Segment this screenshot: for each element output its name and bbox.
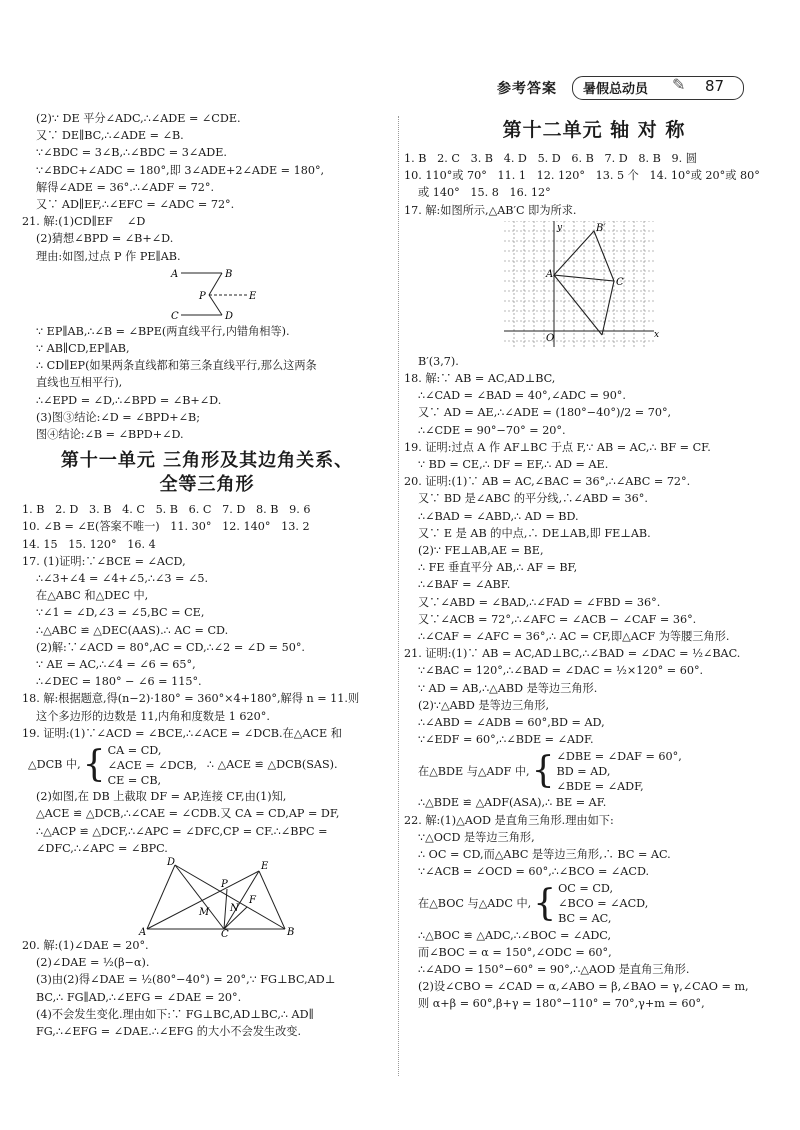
brace-item: CE = CB, (107, 773, 162, 787)
text-line: 又∵ AD∥EF,∴∠EFC = ∠ADC = 72°. (36, 198, 235, 212)
text-line: BC,∴ FG∥AD,∴∠EFG = ∠DAE = 20°. (36, 990, 242, 1004)
text-line: ∵ AD = AB,∴△ABD 是等边三角形. (418, 681, 598, 695)
text-line: ∴△BOC ≌ △ADC,∴∠BOC = ∠ADC, (418, 928, 612, 942)
text-line: ∵ AB∥CD,EP∥AB, (36, 342, 130, 356)
text-line: 1. B 2. D 3. B 4. C 5. B 6. C 7. D 8. B 9. 6 (22, 503, 311, 517)
text-line: 这个多边形的边数是 11,内角和度数是 1 620°. (36, 709, 270, 723)
brace-19 (28, 742, 392, 788)
text-line: 又∵∠ACB = 72°,∴∠AFC = ∠ACB − ∠CAF = 36°. (418, 612, 697, 626)
page-number: 87 (705, 77, 725, 95)
text-line: 21. 证明:(1)∵ AB = AC,AD⊥BC,∴∠BAD = ∠DAC = ½∠BAC. (404, 647, 741, 661)
text-line: 又∵ E 是 AB 的中点,∴ DE⊥AB,即 FE⊥AB. (418, 526, 651, 540)
brace-item: BD = AD, (556, 764, 611, 778)
pen-icon: ✎ (672, 75, 686, 94)
brace-item: ∠BCO = ∠ACD, (558, 897, 649, 910)
text-line: ∴∠CAD = ∠BAD = 40°,∠ADC = 90°. (418, 389, 626, 403)
text-line: 22. 解:(1)△AOD 是直角三角形.理由如下: (404, 813, 614, 827)
brace-21 (418, 748, 784, 794)
text-line: 1. B 2. C 3. B 4. D 5. D 6. B 7. D 8. B 9. 圆 (404, 152, 697, 165)
text-line: (2)猜想∠BPD = ∠B+∠D. (36, 232, 174, 246)
text-line: ∵ AE = AC,∴∠4 = ∠6 = 65°, (36, 658, 196, 672)
text-line: B′(3,7). (418, 354, 459, 368)
grid-label: x (654, 329, 660, 340)
text-line: 解得∠ADE = 36°.∴∠ADF = 72°. (36, 180, 215, 194)
brace-icon: { (533, 882, 557, 924)
text-line: 10. ∠B = ∠E(答案不唯一) 11. 30° 12. 140° 13. 2 (22, 520, 310, 534)
text-line: (2)如图,在 DB 上截取 DF = AP,连接 CF,由(1)知, (36, 790, 287, 804)
text-line: ∵∠BDC = 3∠B,∴∠BDC = 3∠ADE. (36, 146, 227, 160)
text-line: ∴ CD∥EP(如果两条直线都和第三条直线平行,那么这两条 (36, 359, 317, 373)
fig1-label: A (171, 268, 179, 280)
right-block-b (404, 353, 784, 749)
text-line: (3)图③结论:∠D = ∠BPD+∠B; (36, 410, 201, 424)
brace-21-items (557, 749, 682, 794)
text-line: 19. 证明:过点 A 作 AF⊥BC 于点 F,∵ AB = AC,∴ BF = CF. (404, 440, 711, 454)
text-line: ∵ BD = CE,∴ DF = EF,∴ AD = AE. (418, 458, 609, 472)
text-line: 又∵∠ABD = ∠BAD,∴∠FAD = ∠FBD = 36°. (418, 595, 661, 609)
text-line: ∵∠BAC = 120°,∴∠BAD = ∠DAC = ½×120° = 60°. (418, 664, 704, 678)
fig2-label: F (249, 894, 256, 906)
text-line: 18. 解:∵ AB = AC,AD⊥BC, (404, 372, 556, 386)
text-line: 又∵ DE∥BC,∴∠ADE = ∠B. (36, 129, 184, 143)
brace-item: OC = CD, (558, 882, 614, 895)
text-line: ∴∠CAF = ∠AFC = 36°,∴ AC = CF,即△ACF 为等腰三角形. (418, 630, 730, 644)
fig2-label: N (230, 902, 239, 914)
fig1-label: P (199, 290, 206, 302)
fig1-label: D (225, 310, 234, 322)
fig2-label: C (221, 928, 229, 937)
fig1-label: E (249, 290, 257, 302)
brace-icon: { (82, 744, 106, 786)
text-line: ∴∠BAD = ∠ABD,∴ AD = BD. (418, 509, 579, 523)
text-line: 17. (1)证明:∵∠BCE = ∠ACD, (22, 554, 186, 568)
text-line: 又∵ AD = AE,∴∠ADE = (180°−40°)/2 = 70°, (418, 406, 672, 420)
right-block-c (404, 794, 784, 880)
figure-triangles (137, 857, 307, 937)
brace-19-items (108, 743, 197, 788)
grid-label: y (557, 222, 563, 233)
page-header (0, 72, 800, 106)
brace-19-post: ∴ △ACE ≌ △DCB(SAS). (206, 758, 338, 772)
text-line: ∴∠CDE = 90°−70° = 20°. (418, 423, 566, 437)
column-divider (398, 116, 399, 1076)
figure-parallel-lines (167, 265, 367, 323)
text-line: (2)∵ DE 平分∠ADC,∴∠ADE = ∠CDE. (36, 112, 241, 125)
brace-22-items (558, 881, 648, 926)
right-block-d (404, 927, 784, 1013)
text-line: (2)解:∵∠ACD = 80°,AC = CD,∴∠2 = ∠D = 50°. (36, 640, 305, 654)
unit12-title: 第十二单元 轴 对 称 (502, 119, 686, 141)
brace-21-pre: 在△BDE 与△ADF 中, (418, 764, 530, 778)
text-line: ∴ OC = CD,而△ABC 是等边三角形,∴ BC = AC. (418, 848, 671, 862)
figure-coordinate-grid (504, 221, 664, 353)
text-line: ∴∠ABD = ∠ADB = 60°,BD = AD, (418, 716, 605, 730)
text-line: 直线也互相平行), (36, 376, 123, 390)
text-line: 21. 解:(1)CD∥EF ∠D (22, 215, 146, 229)
text-line: ∠DFC,∴∠APC = ∠BPC. (36, 841, 168, 855)
unit11-title-line2: 全等三角形 (159, 474, 255, 496)
text-line: ∵ EP∥AB,∴∠B = ∠BPE(两直线平行,内错角相等). (36, 324, 290, 338)
brace-item: CA = CD, (107, 743, 162, 757)
text-line: 或 140° 15. 8 16. 12° (418, 186, 551, 200)
header-brand: 暑假总动员 (583, 82, 649, 97)
left-block-d (22, 788, 392, 857)
brace-item: ∠BDE = ∠ADF, (556, 779, 644, 793)
fig2-label: P (221, 878, 228, 890)
text-line: 20. 解:(1)∠DAE = 20°. (22, 938, 149, 952)
text-line: 18. 解:根据题意,得(n−2)·180° = 360°×4+180°,解得 n = 11.则 (22, 692, 360, 706)
grid-label: B′ (596, 222, 606, 234)
left-block-a (22, 110, 392, 265)
text-line: (2)∠DAE = ½(β−α). (36, 956, 150, 970)
fig2-label: D (167, 856, 176, 868)
text-line: (2)设∠CBO = ∠CAD = α,∠ABO = β,∠BAO = γ,∠CAO = m, (418, 980, 749, 994)
fig1-label: C (171, 310, 179, 322)
text-line: ∴△ABC ≌ △DEC(AAS).∴ AC = CD. (36, 623, 229, 637)
text-line: (2)∵ FE⊥AB,AE = BE, (418, 544, 544, 558)
unit11-title-line1: 第十一单元 三角形及其边角关系、 (60, 450, 354, 472)
grid-label: O (546, 332, 555, 344)
text-line: 在△ABC 和△DEC 中, (36, 589, 149, 603)
text-line: ∴∠ADO = 150°−60° = 90°,∴△AOD 是直角三角形. (418, 962, 690, 976)
text-line: 图④结论:∠B = ∠BPD+∠D. (36, 428, 184, 442)
text-line: 17. 解:如图所示,△AB′C 即为所求. (404, 203, 577, 217)
grid-label: A (546, 268, 554, 280)
brace-item: ∠ACE = ∠DCB, (107, 758, 197, 772)
left-block-c (22, 501, 392, 742)
fig2-label: B (287, 926, 295, 937)
brace-item: ∠DBE = ∠DAF = 60°, (556, 749, 682, 763)
fig2-label: E (261, 860, 269, 872)
left-block-b (22, 323, 392, 443)
fig1-label: B (225, 268, 233, 280)
text-line: 20. 证明:(1)∵ AB = AC,∠BAC = 36°,∴∠ABC = 72°. (404, 475, 691, 489)
brace-22 (418, 881, 784, 927)
fig2-label: A (139, 926, 147, 937)
text-line: ∴△BDE ≌ △ADF(ASA),∴ BE = AF. (418, 796, 607, 810)
header-title: 参考答案 (497, 81, 557, 97)
text-line: ∵∠1 = ∠D,∠3 = ∠5,BC = CE, (36, 606, 205, 620)
text-line: ∵∠ACB = ∠OCD = 60°,∴∠BCO = ∠ACD. (418, 865, 650, 879)
right-block-a (404, 150, 784, 219)
left-block-e (22, 937, 392, 1040)
text-line: (2)∵△ABD 是等边三角形, (418, 698, 550, 712)
text-line: ∵∠EDF = 60°,∴∠BDE = ∠ADF. (418, 733, 594, 747)
text-line: 理由:如图,过点 P 作 PE∥AB. (36, 249, 181, 263)
grid-label: C (616, 276, 624, 288)
text-line: ∴∠DEC = 180° − ∠6 = 115°. (36, 675, 202, 689)
unit11-title (22, 449, 392, 497)
left-column (22, 110, 392, 1040)
brace-icon: { (531, 750, 555, 792)
text-line: 19. 证明:(1)∵∠ACD = ∠BCE,∴∠ACE = ∠DCB.在△ACE 和 (22, 726, 342, 740)
fig2-label: M (199, 906, 210, 918)
text-line: ∴∠EPD = ∠D,∴∠BPD = ∠B+∠D. (36, 393, 222, 407)
text-line: 10. 110°或 70° 11. 1 12. 120° 13. 5 个 14. 10°或 20°或 80° (404, 169, 760, 183)
text-line: △ACE ≌ △DCB,∴∠CAE = ∠CDB.又 CA = CD,AP = DF, (36, 807, 340, 821)
brace-22-pre: 在△BOC 与△ADC 中, (418, 896, 532, 910)
right-column (404, 114, 784, 1013)
text-line: ∴∠3+∠4 = ∠4+∠5,∴∠3 = ∠5. (36, 572, 209, 586)
text-line: 又∵ BD 是∠ABC 的平分线,∴∠ABD = 36°. (418, 492, 648, 506)
text-line: 则 α+β = 60°,β+γ = 180°−110° = 70°,γ+m = 60°, (418, 997, 705, 1011)
text-line: ∴ FE 垂直平分 AB,∴ AF = BF, (418, 561, 578, 575)
text-line: 14. 15 15. 120° 16. 4 (22, 537, 156, 551)
text-line: (3)由(2)得∠DAE = ½(80°−40°) = 20°,∵ FG⊥BC,AD⊥ (36, 973, 336, 987)
text-line: ∵△OCD 是等边三角形, (418, 830, 535, 844)
text-line: (4)不会发生变化.理由如下:∵ FG⊥BC,AD⊥BC,∴ AD∥ (36, 1007, 314, 1021)
text-line: ∴∠BAF = ∠ABF. (418, 578, 511, 592)
text-line: ∵∠BDC+∠ADC = 180°,即 3∠ADE+2∠ADE = 180°, (36, 163, 325, 177)
brace-item: BC = AC, (558, 912, 612, 925)
text-line: FG,∴∠EFG = ∠DAE.∴∠EFG 的大小不会发生改变. (36, 1024, 302, 1038)
text-line: ∴△ACP ≌ △DCF,∴∠APC = ∠DFC,CP = CF.∴∠BPC = (36, 824, 328, 838)
text-line: 而∠BOC = α = 150°,∠ODC = 60°, (418, 945, 612, 959)
brace-19-pre: △DCB 中, (28, 758, 81, 772)
